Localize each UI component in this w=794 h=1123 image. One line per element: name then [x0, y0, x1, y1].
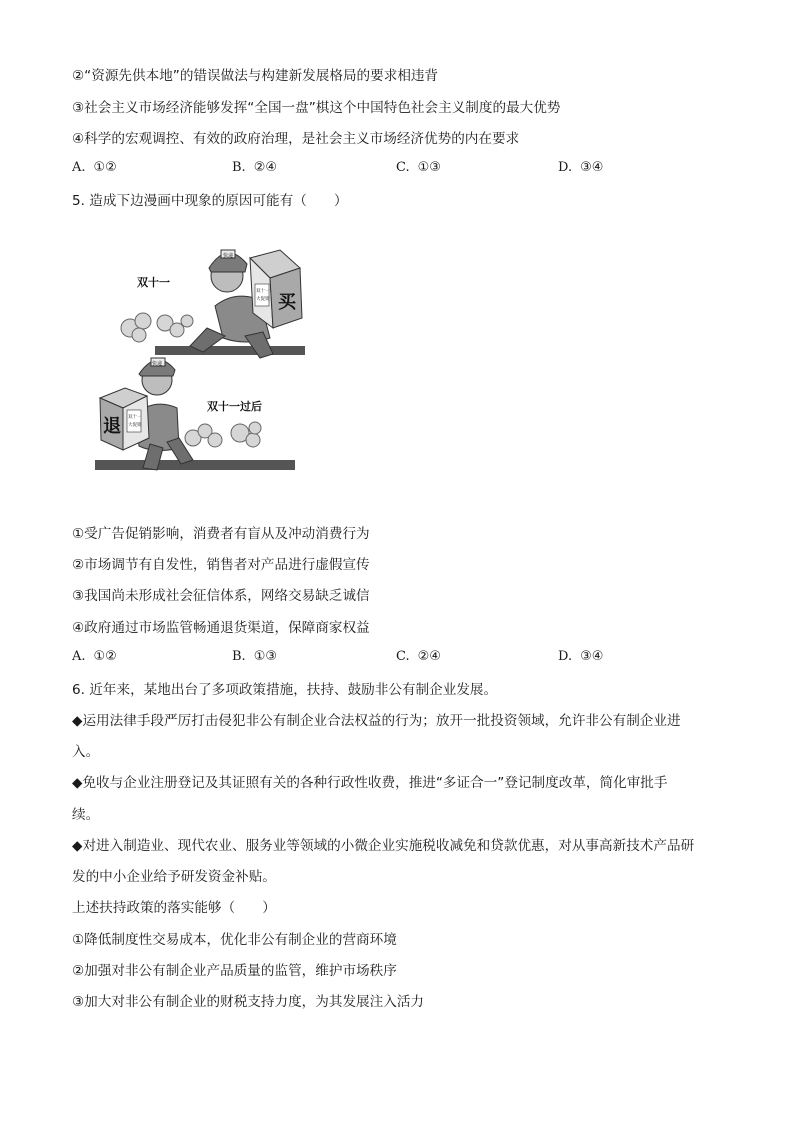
box-side-bottom-1: 双十一 — [128, 415, 142, 420]
caption-bottom: 双十一过后 — [207, 400, 262, 413]
q4-statement-2: ②“资源先供本地”的错误做法与构建新发展格局的要求相违背 — [72, 68, 439, 84]
q5-options — [72, 649, 672, 669]
q6-stem: 6. 近年来，某地出台了多项政策措施，扶持、鼓励非公有制企业发展。 — [72, 682, 498, 698]
q5-option-b: B. ①③ — [232, 649, 277, 664]
q4-statement-3: ③社会主义市场经济能够发挥“全国一盘”棋这个中国特色社会主义制度的最大优势 — [72, 100, 561, 116]
q4-options — [72, 160, 672, 180]
dust-cloud-top — [121, 313, 193, 342]
cap-label-top: 快递 — [223, 253, 234, 259]
q5-statement-1: ①受广告促销影响，消费者有盲从及冲动消费行为 — [72, 526, 370, 542]
q6-statement-3: ③加大对非公有制企业的财税支持力度，为其发展注入活力 — [72, 994, 425, 1010]
ground-top — [155, 346, 305, 355]
q5-statement-2: ②市场调节有自发性，销售者对产品进行虚假宣传 — [72, 557, 370, 573]
q4-option-c: C. ①③ — [396, 160, 441, 175]
q6-policy-1: ◆运用法律手段严厉打击侵犯非公有制企业合法权益的行为；放开一批投资领域，允许非公有制企业进 — [72, 713, 681, 729]
box-side-bottom-2: 大促销 — [128, 423, 142, 428]
q5-option-d: D. ③④ — [558, 649, 604, 664]
q5-option-c: C. ②④ — [396, 649, 441, 664]
q4-option-a: A. ①② — [72, 160, 117, 175]
q4-option-b: B. ②④ — [232, 160, 277, 175]
box-big-char-top: 买 — [278, 292, 296, 313]
q6-policy-1-cont: 入。 — [72, 744, 100, 760]
q4-statement-4: ④科学的宏观调控、有效的政府治理，是社会主义市场经济优势的内在要求 — [72, 131, 520, 147]
q4-option-d: D. ③④ — [558, 160, 604, 175]
q6-statement-1: ①降低制度性交易成本，优化非公有制企业的营商环境 — [72, 932, 397, 948]
q6-policy-3: ◆对进入制造业、现代农业、服务业等领域的小微企业实施税收减免和贷款优惠，对从事高新技术产品研 — [72, 838, 695, 854]
q6-policy-2-cont: 续。 — [72, 807, 100, 823]
q5-statement-3: ③我国尚未形成社会征信体系，网络交易缺乏诚信 — [72, 588, 370, 604]
box-side-top-1: 双十一 — [256, 289, 270, 294]
box-side-top-2: 大促销 — [256, 297, 270, 302]
box-big-char-bottom: 退 — [103, 416, 121, 437]
q5-option-a: A. ①② — [72, 649, 117, 664]
q5-stem: 5. 造成下边漫画中现象的原因可能有（ ） — [72, 193, 348, 209]
caption-top: 双十一 — [137, 276, 170, 289]
q6-question: 上述扶持政策的落实能够（ ） — [72, 900, 276, 916]
cap-label-bottom: 快递 — [152, 361, 163, 367]
q5-statement-4: ④政府通过市场监管畅通退货渠道，保障商家权益 — [72, 620, 370, 636]
q6-policy-3-cont: 发的中小企业给予研发资金补贴。 — [72, 869, 276, 885]
dust-cloud-bottom — [185, 422, 261, 447]
courier-cartoon — [95, 228, 310, 490]
ground-bottom — [95, 460, 295, 470]
q6-policy-2: ◆免收与企业注册登记及其证照有关的各种行政性收费，推进“多证合一”登记制度改革，简化审批手 — [72, 775, 668, 791]
q6-statement-2: ②加强对非公有制企业产品质量的监管，维护市场秩序 — [72, 963, 397, 979]
